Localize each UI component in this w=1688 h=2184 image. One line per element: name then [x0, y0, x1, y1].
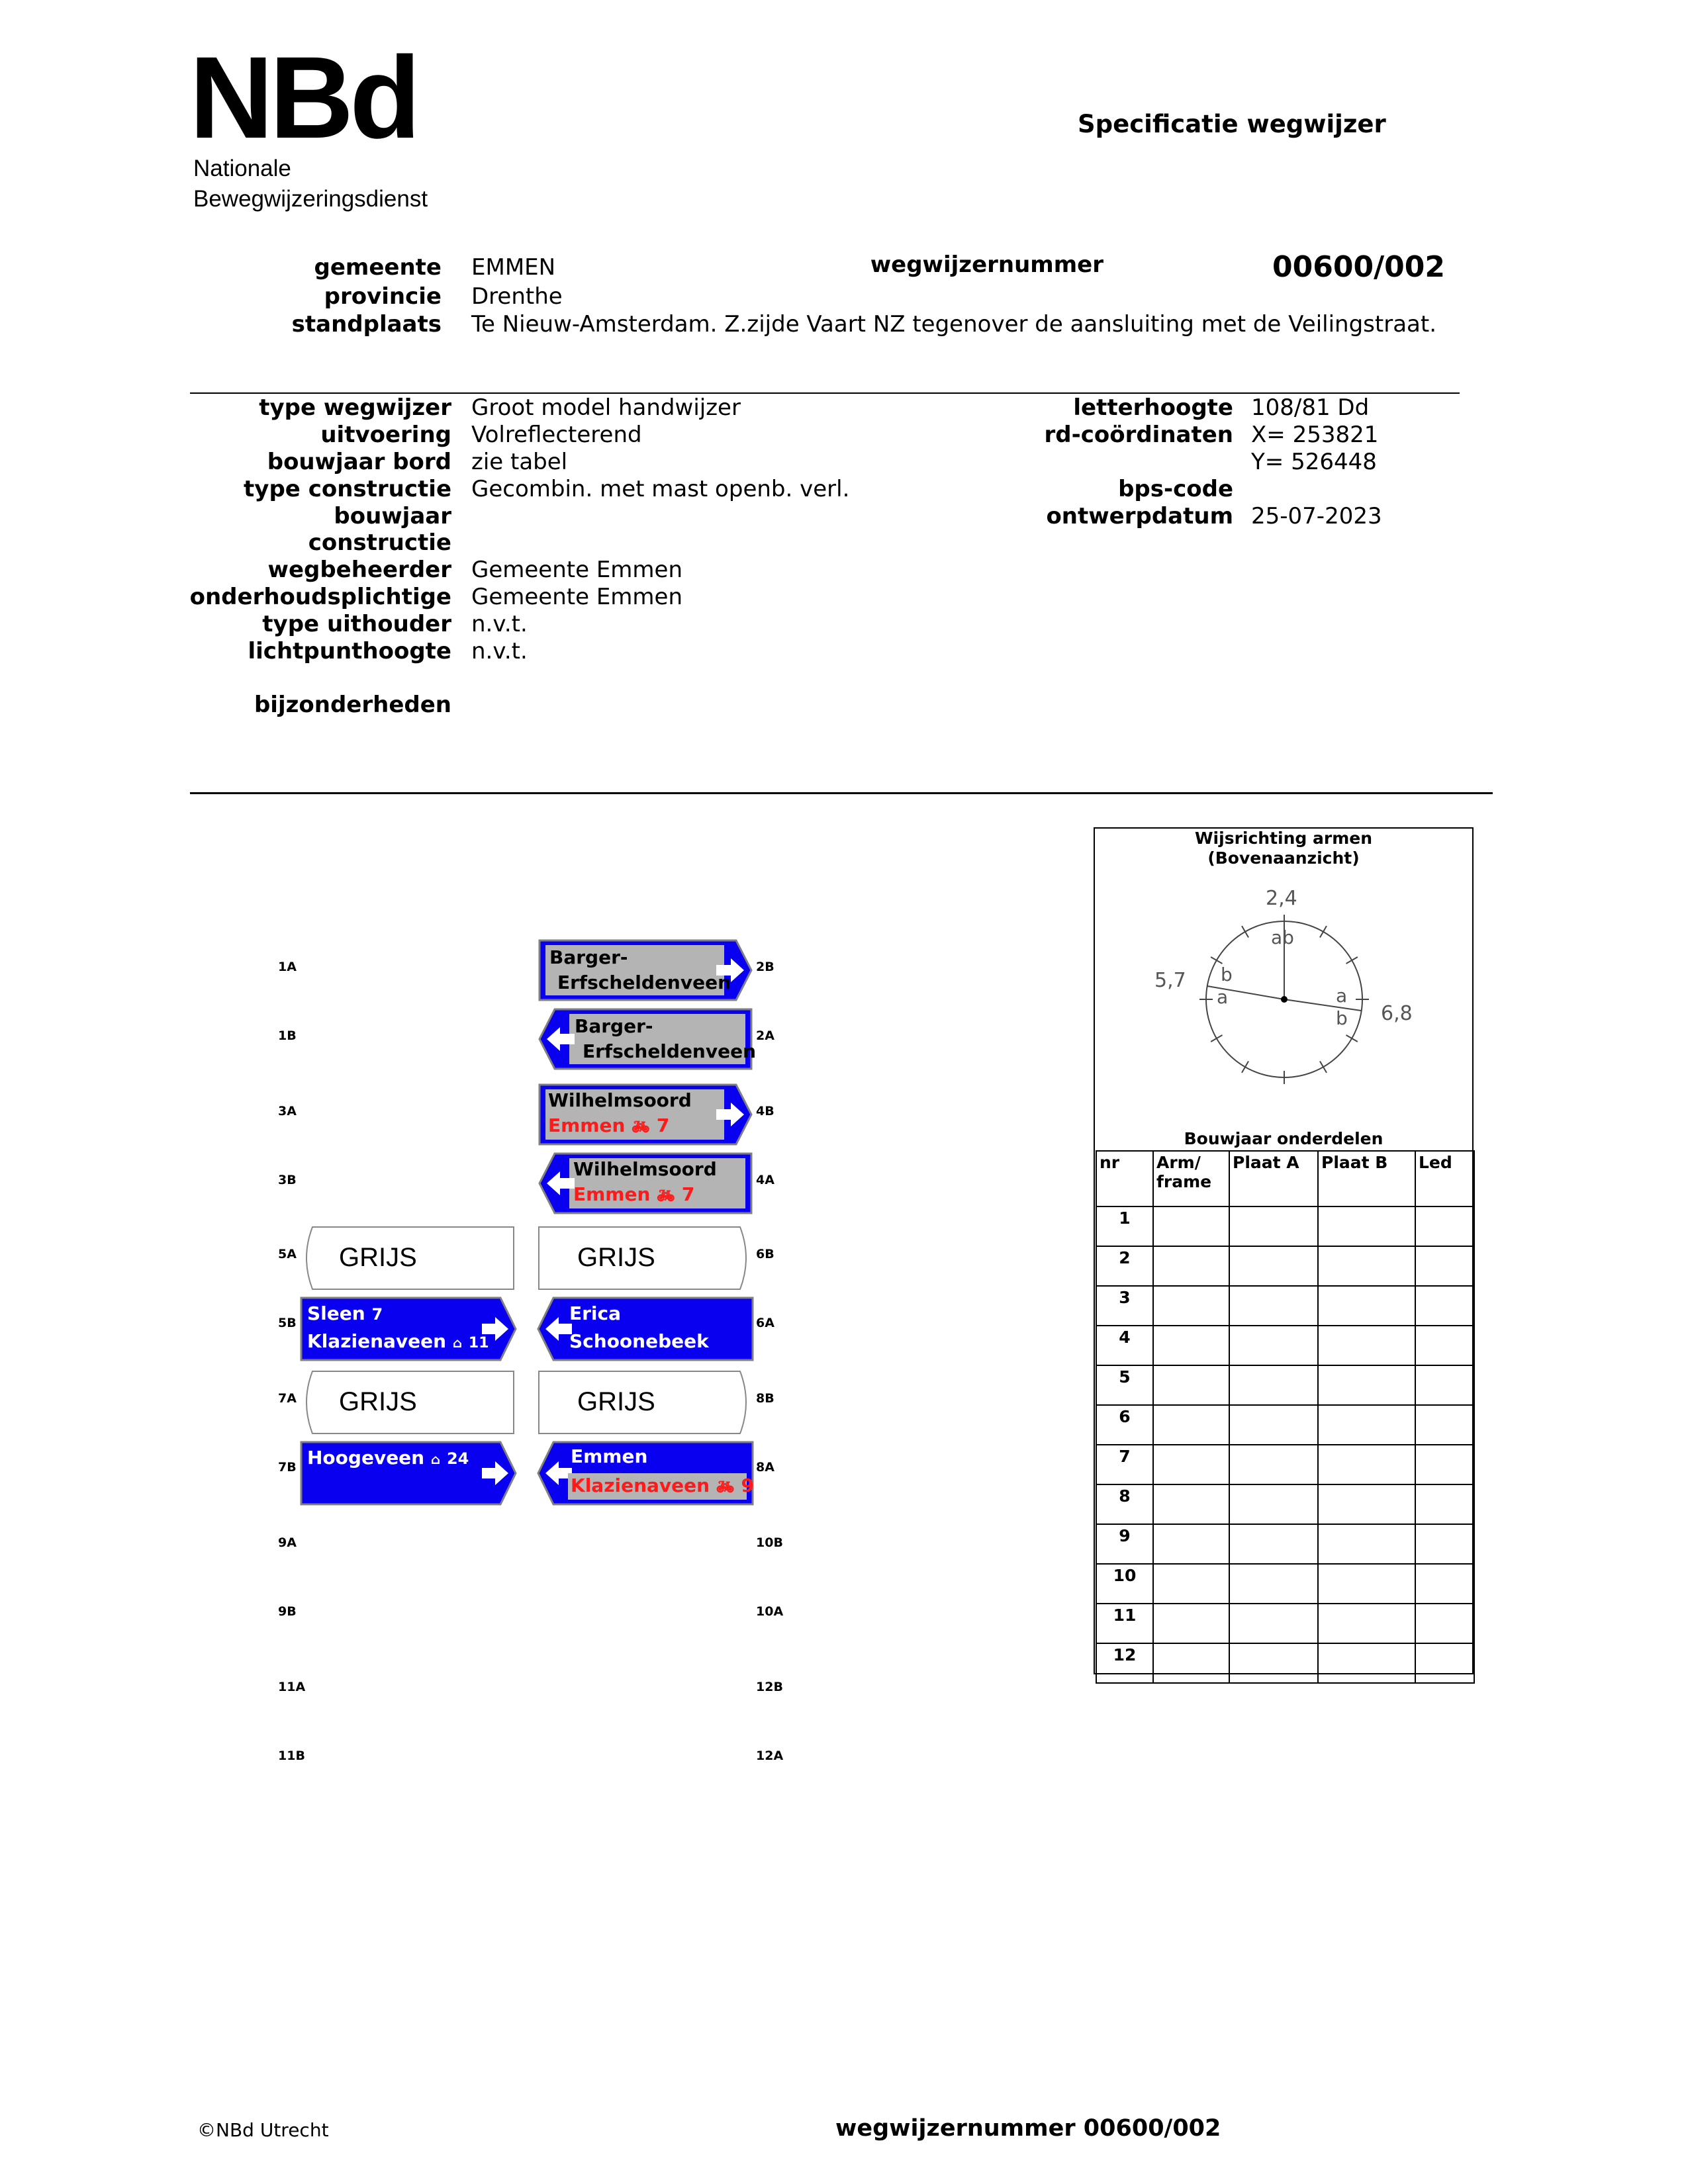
type-constructie-label: type constructie — [244, 476, 451, 502]
col-arm-frame: Arm/ frame — [1153, 1151, 1229, 1206]
table-cell — [1153, 1326, 1229, 1365]
rd-y-value: Y= 526448 — [1251, 449, 1377, 475]
sign-8a-line2: Klazienaveen — [571, 1475, 710, 1496]
table-row — [1096, 1524, 1474, 1564]
code-1a: 1A — [278, 960, 297, 974]
code-6a: 6A — [756, 1316, 774, 1330]
table-row — [1096, 1246, 1474, 1286]
bicycle-icon: 🚲︎ — [632, 1119, 651, 1136]
uitvoering-value: Volreflecterend — [471, 422, 642, 448]
sign-4a-line1: Wilhelmsoord — [573, 1158, 717, 1180]
table-cell — [1318, 1484, 1415, 1524]
logo-mark: NBd — [189, 33, 417, 163]
sign-5b-distance1: 7 — [371, 1305, 383, 1324]
table-cell — [1153, 1286, 1229, 1326]
code-2a: 2A — [756, 1028, 774, 1043]
table-cell — [1153, 1405, 1229, 1445]
type-wegwijzer-value: Groot model handwijzer — [471, 394, 741, 421]
wegwijzernummer-value: 00600/002 — [1272, 250, 1445, 284]
table-cell — [1318, 1643, 1415, 1683]
col-plaat-b: Plaat B — [1318, 1151, 1415, 1206]
table-row — [1096, 1326, 1474, 1365]
table-cell — [1229, 1246, 1318, 1286]
row-number: 5 — [1096, 1365, 1153, 1405]
ontwerpdatum-value: 25-07-2023 — [1251, 503, 1382, 529]
table-cell — [1229, 1564, 1318, 1604]
compass-diagram — [1139, 880, 1443, 1105]
sign-2b-line1: Barger- — [549, 946, 628, 968]
village-icon: ⌂ — [452, 1335, 463, 1351]
bicycle-icon: 🚲︎ — [657, 1188, 676, 1205]
table-cell — [1153, 1445, 1229, 1484]
row-number: 9 — [1096, 1524, 1153, 1564]
lichtpunthoogte-label: lichtpunthoogte — [248, 638, 451, 664]
sign-6a — [536, 1296, 755, 1362]
code-11a: 11A — [278, 1680, 306, 1694]
table-cell — [1229, 1604, 1318, 1643]
table-cell — [1229, 1484, 1318, 1524]
compass-tick — [1242, 1062, 1248, 1073]
letterhoogte-label: letterhoogte — [1073, 394, 1233, 421]
table-cell — [1415, 1206, 1474, 1246]
sign-6a-line2: Schoonebeek — [569, 1330, 709, 1352]
code-12a: 12A — [756, 1749, 784, 1763]
table-row — [1096, 1365, 1474, 1405]
standplaats-label: standplaats — [291, 311, 442, 338]
sign-8a — [536, 1440, 755, 1506]
code-9a: 9A — [278, 1535, 297, 1550]
table-row — [1096, 1286, 1474, 1326]
sign-5a-text: GRIJS — [339, 1243, 417, 1272]
table-cell — [1229, 1206, 1318, 1246]
table-cell — [1318, 1524, 1415, 1564]
sign-4a-line2-wrap — [573, 1183, 694, 1205]
table-cell — [1229, 1643, 1318, 1683]
onderhoudsplichtige-label: onderhoudsplichtige — [189, 584, 451, 610]
gemeente-label: gemeente — [314, 254, 442, 281]
sign-4a-distance: 7 — [681, 1183, 695, 1205]
compass-subtitle: (Bovenaanzicht) — [1207, 848, 1360, 868]
compass-tick — [1346, 957, 1358, 964]
table-cell — [1415, 1246, 1474, 1286]
bouwjaar-table — [1096, 1150, 1475, 1684]
row-number: 1 — [1096, 1206, 1153, 1246]
table-row — [1096, 1206, 1474, 1246]
sign-5a — [299, 1226, 515, 1291]
table-cell — [1318, 1365, 1415, 1405]
sign-2a — [538, 1007, 757, 1071]
sign-4a — [538, 1152, 753, 1215]
footer-number: wegwijzernummer 00600/002 — [835, 2115, 1221, 2142]
sign-5b — [299, 1296, 518, 1362]
sign-7b — [299, 1440, 518, 1506]
table-cell — [1415, 1405, 1474, 1445]
compass-right-b: b — [1336, 1007, 1348, 1029]
row-number: 2 — [1096, 1246, 1153, 1286]
sign-4a-line2: Emmen — [573, 1183, 651, 1205]
gemeente-value: EMMEN — [471, 254, 556, 281]
type-wegwijzer-label: type wegwijzer — [259, 394, 451, 421]
table-row — [1096, 1604, 1474, 1643]
village-icon: ⌂ — [430, 1451, 441, 1467]
code-5b: 5B — [278, 1316, 297, 1330]
table-cell — [1415, 1643, 1474, 1683]
table-cell — [1229, 1524, 1318, 1564]
table-cell — [1153, 1484, 1229, 1524]
compass-left-a: a — [1217, 986, 1229, 1008]
compass-title: Wijsrichting armen — [1194, 829, 1373, 848]
letterhoogte-value: 108/81 Dd — [1251, 394, 1370, 421]
row-number: 11 — [1096, 1604, 1153, 1643]
bps-code-label: bps-code — [1118, 476, 1233, 502]
sign-8b-text: GRIJS — [577, 1387, 655, 1416]
table-cell — [1229, 1405, 1318, 1445]
sign-4b-line2-wrap — [548, 1115, 669, 1136]
compass-right-value: 6,8 — [1381, 1002, 1413, 1025]
wegwijzernummer-label: wegwijzernummer — [870, 251, 1103, 278]
code-2b: 2B — [756, 960, 774, 974]
code-4a: 4A — [756, 1173, 774, 1187]
code-11b: 11B — [278, 1749, 305, 1763]
table-cell — [1415, 1524, 1474, 1564]
table-cell — [1415, 1326, 1474, 1365]
compass-right-a: a — [1336, 985, 1348, 1007]
compass-top-value: 2,4 — [1266, 887, 1297, 910]
sign-4b — [538, 1083, 753, 1146]
provincie-label: provincie — [324, 283, 442, 310]
col-nr: nr — [1096, 1151, 1153, 1206]
code-8b: 8B — [756, 1391, 774, 1406]
sign-4b-distance: 7 — [656, 1115, 670, 1136]
bijzonderheden-label: bijzonderheden — [254, 692, 451, 718]
sign-6b — [538, 1226, 753, 1291]
compass-top-ab: ab — [1271, 927, 1294, 948]
row-number: 6 — [1096, 1405, 1153, 1445]
bouwjaar-bord-label: bouwjaar bord — [267, 449, 451, 475]
sign-5b-line2: Klazienaveen — [307, 1330, 447, 1352]
code-7b: 7B — [278, 1460, 297, 1475]
code-9b: 9B — [278, 1604, 297, 1619]
bouwjaar-constructie-label-1: bouwjaar — [334, 503, 451, 529]
sign-2b — [538, 938, 753, 1002]
provincie-value: Drenthe — [471, 283, 563, 310]
rd-x-value: X= 253821 — [1251, 422, 1379, 448]
code-3b: 3B — [278, 1173, 297, 1187]
table-title: Bouwjaar onderdelen — [1184, 1129, 1383, 1148]
sign-4b-line2: Emmen — [548, 1115, 626, 1136]
row-number: 4 — [1096, 1326, 1153, 1365]
sign-8b — [538, 1370, 753, 1435]
type-constructie-value: Gecombin. met mast openb. verl. — [471, 476, 850, 502]
table-cell — [1318, 1206, 1415, 1246]
compass-tick — [1211, 1035, 1222, 1042]
sign-5b-line1-wrap — [307, 1302, 383, 1324]
standplaats-value: Te Nieuw-Amsterdam. Z.zijde Vaart NZ tegenover de aansluiting met de Veilingstraat. — [471, 311, 1436, 338]
sign-7a-text: GRIJS — [339, 1387, 417, 1416]
compass-tick — [1320, 1062, 1327, 1073]
code-6b: 6B — [756, 1247, 774, 1261]
code-4b: 4B — [756, 1104, 774, 1118]
row-number: 8 — [1096, 1484, 1153, 1524]
table-row — [1096, 1643, 1474, 1683]
table-cell — [1415, 1484, 1474, 1524]
table-cell — [1153, 1643, 1229, 1683]
ontwerpdatum-label: ontwerpdatum — [1046, 503, 1233, 529]
code-7a: 7A — [278, 1391, 297, 1406]
sign-7b-distance1: 24 — [446, 1449, 469, 1468]
table-cell — [1153, 1365, 1229, 1405]
table-row — [1096, 1484, 1474, 1524]
sign-6b-text: GRIJS — [577, 1243, 655, 1272]
table-cell — [1153, 1206, 1229, 1246]
col-led: Led — [1415, 1151, 1474, 1206]
compass-tick — [1211, 957, 1222, 964]
table-cell — [1318, 1445, 1415, 1484]
bouwjaar-constructie-label-2: constructie — [308, 529, 451, 556]
compass-left-b: b — [1221, 964, 1233, 985]
compass-tick — [1320, 926, 1327, 937]
sign-2a-line2: Erfscheldenveen — [583, 1040, 757, 1062]
arm-line-right — [1284, 999, 1361, 1011]
wegbeheerder-value: Gemeente Emmen — [471, 557, 683, 583]
table-cell — [1318, 1564, 1415, 1604]
table-cell — [1229, 1445, 1318, 1484]
bouwjaar-bord-value: zie tabel — [471, 449, 568, 475]
compass-left-value: 5,7 — [1154, 969, 1186, 992]
logo-line-1: Nationale — [193, 156, 291, 181]
table-cell — [1153, 1524, 1229, 1564]
row-number: 10 — [1096, 1564, 1153, 1604]
code-3a: 3A — [278, 1104, 297, 1118]
code-1b: 1B — [278, 1028, 297, 1043]
logo-line-2: Bewegwijzeringsdienst — [193, 186, 428, 212]
table-cell — [1415, 1564, 1474, 1604]
table-cell — [1229, 1286, 1318, 1326]
sign-4b-line1: Wilhelmsoord — [548, 1089, 692, 1111]
table-cell — [1415, 1445, 1474, 1484]
table-row — [1096, 1405, 1474, 1445]
code-10a: 10A — [756, 1604, 784, 1619]
rd-coordinaten-label: rd-coördinaten — [1044, 422, 1233, 448]
divider-bottom — [190, 792, 1493, 794]
sign-8a-line1: Emmen — [571, 1445, 648, 1467]
row-number: 3 — [1096, 1286, 1153, 1326]
table-row — [1096, 1445, 1474, 1484]
table-cell — [1153, 1564, 1229, 1604]
wegbeheerder-label: wegbeheerder — [267, 557, 451, 583]
row-number: 12 — [1096, 1643, 1153, 1683]
type-uithouder-value: n.v.t. — [471, 611, 528, 637]
col-plaat-a: Plaat A — [1229, 1151, 1318, 1206]
footer-copyright: ©NBd Utrecht — [197, 2119, 329, 2141]
compass-tick — [1346, 1035, 1358, 1042]
sign-5b-line1: Sleen — [307, 1302, 365, 1324]
sign-7b-line1: Hoogeveen — [307, 1447, 425, 1469]
table-cell — [1318, 1604, 1415, 1643]
page-title: Specificatie wegwijzer — [1078, 110, 1386, 138]
onderhoudsplichtige-value: Gemeente Emmen — [471, 584, 683, 610]
sign-5b-line2-wrap — [307, 1330, 489, 1352]
table-cell — [1415, 1365, 1474, 1405]
compass-center — [1281, 996, 1288, 1003]
table-cell — [1318, 1326, 1415, 1365]
sign-6a-line1: Erica — [569, 1302, 622, 1324]
table-row — [1096, 1564, 1474, 1604]
code-5a: 5A — [278, 1247, 297, 1261]
bicycle-icon: 🚲︎ — [716, 1479, 735, 1496]
table-cell — [1153, 1246, 1229, 1286]
table-cell — [1229, 1365, 1318, 1405]
compass-tick — [1242, 926, 1248, 937]
table-cell — [1153, 1604, 1229, 1643]
sign-8a-distance: 9 — [741, 1475, 754, 1496]
uitvoering-label: uitvoering — [320, 422, 451, 448]
table-cell — [1318, 1246, 1415, 1286]
table-cell — [1415, 1286, 1474, 1326]
sign-7a — [299, 1370, 515, 1435]
sign-8a-line2-wrap — [571, 1475, 754, 1496]
sign-2b-line2: Erfscheldenveen — [557, 972, 731, 993]
lichtpunthoogte-value: n.v.t. — [471, 638, 528, 664]
code-10b: 10B — [756, 1535, 783, 1550]
divider-top — [190, 392, 1460, 394]
code-8a: 8A — [756, 1460, 774, 1475]
row-number: 7 — [1096, 1445, 1153, 1484]
code-12b: 12B — [756, 1680, 783, 1694]
sign-5b-distance2: 11 — [468, 1335, 489, 1351]
table-cell — [1318, 1286, 1415, 1326]
sign-2a-line1: Barger- — [575, 1015, 653, 1037]
type-uithouder-label: type uithouder — [262, 611, 451, 637]
sign-7b-line1-wrap — [307, 1447, 469, 1469]
table-cell — [1318, 1405, 1415, 1445]
table-cell — [1415, 1604, 1474, 1643]
table-cell — [1229, 1326, 1318, 1365]
